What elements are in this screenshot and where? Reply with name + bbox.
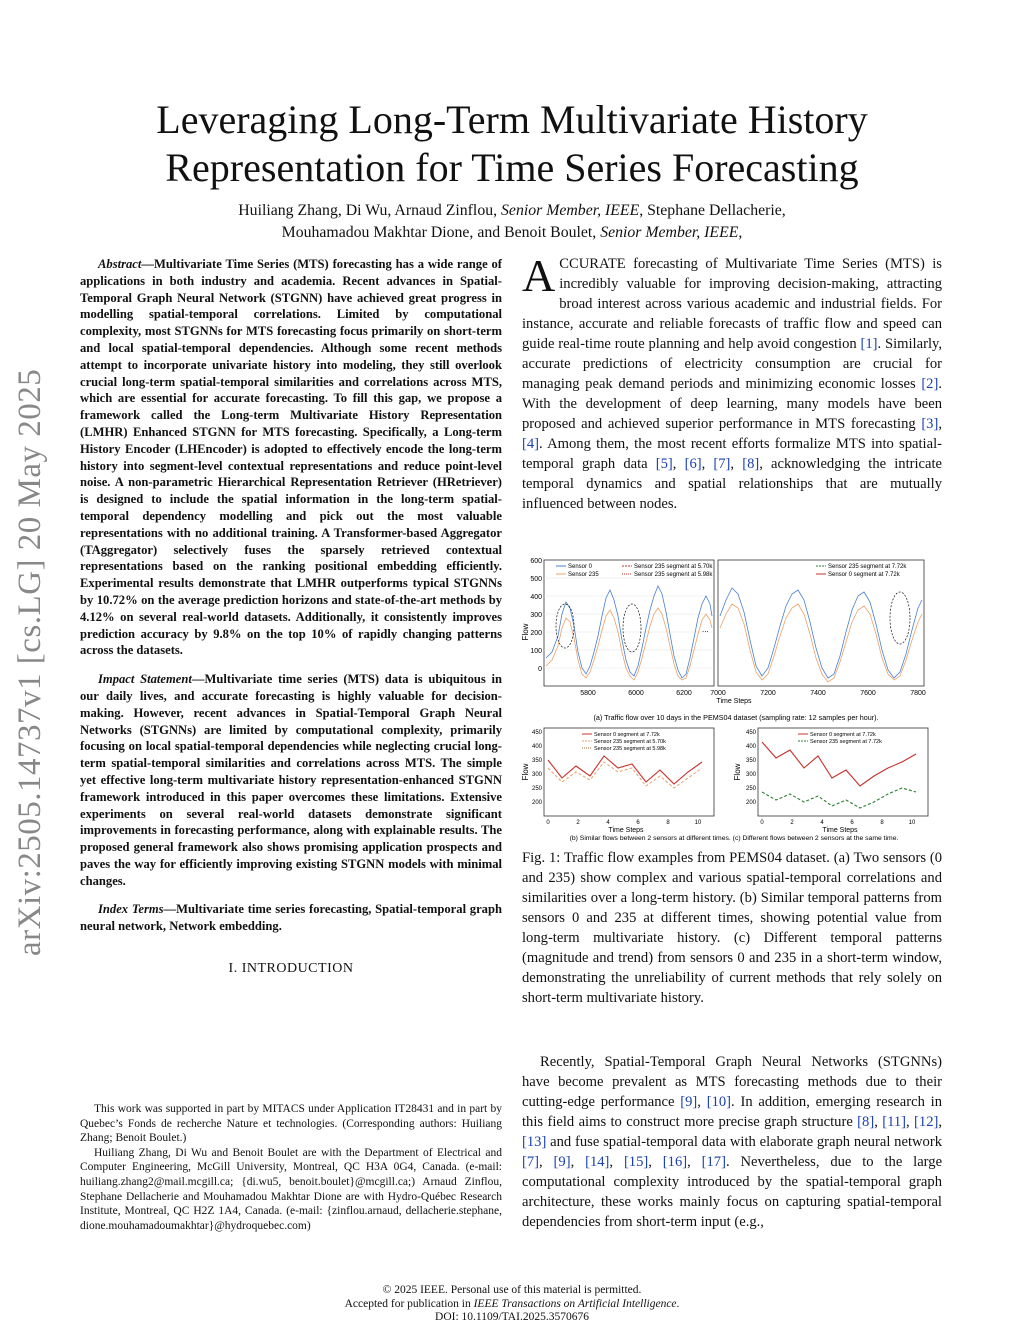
authors-line2: Mouhamadou Makhtar Dione, and Benoit Boulet, [281, 224, 601, 241]
svg-text:Sensor 235 segment at 7.72k: Sensor 235 segment at 7.72k [810, 739, 882, 745]
svg-text:6200: 6200 [676, 690, 692, 697]
panel-c [733, 728, 928, 834]
abstract-label: Abstract [98, 257, 142, 271]
legend-c [798, 732, 882, 745]
citation-link[interactable]: [10] [706, 1094, 732, 1110]
svg-text:Sensor 235 segment at 5.70k: Sensor 235 segment at 5.70k [634, 564, 713, 570]
authors-line1: Huiliang Zhang, Di Wu, Arnaud Zinflou, [238, 202, 502, 219]
citation-link[interactable]: [13] [522, 1134, 547, 1150]
svg-text:7800: 7800 [910, 690, 926, 697]
intro-paragraph-2: Recently, Spatial-Temporal Graph Neural Networks (STGNNs) have become prevalent as MTS forecasting methods due to their cutting-edge performance [9], [10]. In addition, emerging research in this field aims to construct more precise graph structure [8], [11], [12], [13] and fuse spatial-temporal data with elaborate graph neural network [7], [9], [14], [15], [16], [17]. Nevertheless, due to the large computational complexity introduced by the spatial-temporal graph architecture, these works mainly focus on capturing spatial-temporal dependencies from short-term input (e.g., [522, 1054, 943, 1230]
svg-text:Sensor 235 segment at 5.70k: Sensor 235 segment at 5.70k [594, 739, 666, 745]
panel-a-left [521, 558, 714, 697]
member-grade: Senior Member, IEEE [600, 224, 739, 241]
intro-paragraph-1: ACCURATE forecasting of Multivariate Time Series (MTS) is incredibly valuable for improving decision-making, attracting broad interest across various academic and industrial fields. For instance, accurate and reliable forecasts of traffic flow and speed can guide real-time route planning and help avoid congestion [1]. Similarly, accurate predictions of electricity consumption are crucial for managing peak demand periods and minimizing economic losses [2]. With the development of deep learning, many models have been proposed and achieved superior performance in MTS forecasting [3], [4]. Among them, the most recent efforts formalize MTS into spatial-temporal graph data [5], [6], [7], [8], acknowledging the intricate temporal dynamics and spatial relationships that are mutually influenced between nodes. [522, 250, 943, 512]
svg-text:10: 10 [694, 820, 702, 826]
abstract [80, 256, 502, 659]
author-list [100, 200, 924, 244]
y-axis-label-c: Flow [733, 763, 742, 781]
citation-link[interactable]: [6] [684, 456, 702, 472]
citation-link[interactable]: [4] [522, 436, 540, 452]
citation-link[interactable]: [2] [921, 376, 939, 392]
svg-text:7000: 7000 [710, 690, 726, 697]
svg-text:300: 300 [531, 772, 542, 778]
intro-text: CCURATE forecasting of Multivariate Time Series (MTS) is incredibly valuable for improving decision-making, attracting broad interest across various academic and industrial fields. For instance, accurate and reliable forecasts of traffic flow and speed can guide real-time route planning and help avoid congestion [522, 256, 942, 352]
y-axis-label-b: Flow [521, 763, 530, 781]
x-ticks-b [546, 820, 702, 826]
svg-text:8: 8 [880, 820, 884, 826]
svg-text:Sensor 0 segment at 7.72k: Sensor 0 segment at 7.72k [810, 732, 876, 738]
svg-text:2: 2 [576, 820, 580, 826]
svg-text:7600: 7600 [860, 690, 876, 697]
intro-text: , [938, 416, 942, 432]
x-axis-label-c: Time Steps [822, 827, 858, 834]
svg-text:Sensor 235 segment at 5.98k: Sensor 235 segment at 5.98k [594, 746, 666, 752]
ellipsis-mid: ... [702, 625, 709, 634]
citation-link[interactable]: [14] [585, 1154, 610, 1170]
svg-text:6: 6 [850, 820, 854, 826]
svg-text:7200: 7200 [760, 690, 776, 697]
svg-text:100: 100 [530, 648, 542, 655]
svg-text:Sensor 0 segment at 7.72k: Sensor 0 segment at 7.72k [828, 572, 900, 578]
y-ticks-b [532, 730, 543, 806]
x-ticks-c [760, 820, 916, 826]
x-ticks-a-right [710, 690, 926, 697]
citation-link[interactable]: [8] [742, 456, 760, 472]
index-terms [80, 901, 502, 935]
citation-link[interactable]: [3] [921, 416, 939, 432]
svg-text:0: 0 [546, 820, 550, 826]
citation-link[interactable]: [1] [860, 336, 878, 352]
citation-link[interactable]: [7] [713, 456, 731, 472]
svg-text:200: 200 [531, 800, 542, 806]
index-terms-label: Index Terms [98, 902, 164, 917]
svg-text:7400: 7400 [810, 690, 826, 697]
intro-text: . Similarly, accurate predictions of electricity consumption are crucial for managing peak demand periods and minimizing economic losses [522, 336, 942, 392]
svg-text:4: 4 [606, 820, 610, 826]
svg-text:6: 6 [636, 820, 640, 826]
member-grade: Senior Member, IEEE [501, 202, 640, 219]
footnote [80, 1102, 502, 1233]
left-column [80, 256, 502, 977]
y-axis-label: Flow [521, 623, 530, 641]
authors-line1-end: , Stephane Dellacherie, [639, 202, 786, 219]
impact-text: —Multivariate time series (MTS) data is ubiquitous in our daily lives, and accurate forecasting is highly valuable for decision-making. However, recent advances in Spatial-Temporal Graph Neural Networks (STGNNs) are limited by computational complexity, primarily focusing on local spatial-temporal dependencies while neglecting crucial long-term spatial-temporal similarities and correlations across MTS. The simple yet effective long-term multivariate history representation-enhanced STGNN framework introduced in this paper overcomes these limitations. Extensive experiments on several real-world datasets demonstrate significant improvements in forecasting performance, along with explainable results. The proposed general framework also shows promising application prospects and paves the way for efficiently improving existing STGNN models with minimal changes. [80, 672, 503, 888]
svg-text:500: 500 [530, 576, 542, 583]
svg-text:Sensor 0: Sensor 0 [568, 564, 593, 570]
x-axis-label: Time Steps [716, 698, 752, 705]
doi-line: DOI: 10.1109/TAI.2025.3570676 [435, 1311, 589, 1323]
index-terms-text: —Multivariate time series forecasting, Spatial-temporal graph neural network, Network embedding. [80, 902, 502, 934]
panel-b [521, 728, 714, 834]
svg-text:400: 400 [745, 744, 756, 750]
svg-text:450: 450 [745, 730, 756, 736]
svg-text:Sensor 235: Sensor 235 [568, 572, 599, 578]
footnote-funding: This work was supported in part by MITACS under Application IT28431 and in part by Quebec’s Fonds de recherche Nature et technologies. (Corresponding authors: Huiliang Zhang; Benoit Boulet.) [80, 1103, 502, 1145]
intro2-text: and fuse spatial-temporal data with elaborate graph neural network [546, 1134, 942, 1150]
citation-link[interactable]: [8] [857, 1114, 875, 1130]
panel-a-caption: (a) Traffic flow over 10 days in the PEMS04 dataset (sampling rate: 12 samples per hour). [593, 713, 879, 722]
svg-text:400: 400 [530, 594, 542, 601]
svg-text:4: 4 [820, 820, 824, 826]
citation-link[interactable]: [9] [553, 1154, 571, 1170]
citation-link[interactable]: [17] [701, 1154, 726, 1170]
abstract-text: —Multivariate Time Series (MTS) forecasting has a wide range of applications in both industry and academia. Recent advances in Spatial-Temporal Graph Neural Network (STGNN) have achieved great progress in modelling spatial-temporal correlations. Limited by computational complexity, most STGNNs for MTS forecasting focus primarily on short-term and local spatial-temporal dependencies. Although some recent methods attempt to incorporate univariate history into modeling, they still overlook crucial long-term spatial-temporal similarities and correlations across MTS, which are essential for accurate forecasting. To fill this gap, we propose a framework called the Long-term Multivariate History Representation (LMHR) Enhanced STGNN for MTS forecasting. Specifically, a Long-term History Encoder (LHEncoder) is adopted to effectively encode the long-term history into segment-level contextual representations and reduce point-level noise. A non-parametric Hierarchical Representation Retriever (HRetriever) is designed to include the spatial information in the long-term spatial-temporal dependency modelling and pick out the most valuable representations with no additional training. A Transformer-based Aggregator (TAggregator) selectively fuses the sparsely retrieved contextual representations based on the ranking positional embedding efficiently. Experimental results demonstrate that LMHR outperforms typical STGNNs by 10.72% on the average prediction horizons and state-of-the-art methods by 4.12% on several real-world datasets. Additionally, it consistently improves prediction accuracy by 9.8% on the top 10% of rapidly changing patterns across the datasets. [80, 257, 502, 658]
footnote-affiliations: Huiliang Zhang, Di Wu and Benoit Boulet are with the Department of Electrical and Computer Engineering, McGill University, Montreal, QC H3A 0G4, Canada. (e-mail: huiliang.zhang2@mail.mcgill.ca; {di.wu5, benoit.boulet}@mcgill.ca;) Arnaud Zinflou, Stephane Dellacherie and Mouhamadou Makhtar Dione are with Hydro-Québec Research Institute, Montreal, QC H2Z 1A4, Canada. (e-mail: {zinflou.arnaud, dellacherie.stephane, dione.mouhamadoumakhtar}@hydroquebec.com) [80, 1146, 502, 1232]
citation-link[interactable]: [12] [914, 1114, 939, 1130]
arxiv-side-label: arXiv:2505.14737v1 [cs.LG] 20 May 2025 [12, 368, 48, 956]
intro2-text: . Nevertheless, due to the large computational complexity introduced by the spatial-temporal graph architecture, these works mainly focus on capturing spatial-temporal dependencies from short-term input (e.g., [522, 1154, 943, 1230]
svg-text:10: 10 [908, 820, 916, 826]
intro2-text: Recently, Spatial-Temporal Graph Neural Networks (STGNNs) have become prevalent as MTS forecasting methods due to their cutting-edge performance [522, 1054, 942, 1110]
panel-a-right [710, 560, 926, 705]
svg-text:0: 0 [538, 666, 542, 673]
section-heading: I. INTRODUCTION [228, 961, 354, 977]
svg-text:0: 0 [760, 820, 764, 826]
citation-link[interactable]: [9] [680, 1094, 698, 1110]
legend-b [582, 732, 666, 752]
svg-text:300: 300 [745, 772, 756, 778]
x-axis-label-b: Time Steps [608, 827, 644, 834]
svg-text:Sensor 0 segment at 7.72k: Sensor 0 segment at 7.72k [594, 732, 660, 738]
impact-label: Impact Statement [98, 672, 192, 687]
copyright-line: © 2025 IEEE. Personal use of this material is permitted. [382, 1284, 642, 1296]
y-ticks-a [530, 558, 542, 673]
svg-text:Sensor 235 segment at 7.72k: Sensor 235 segment at 7.72k [828, 564, 907, 570]
journal-name: IEEE Transactions on Artificial Intelligence [473, 1297, 677, 1310]
citation-link[interactable]: [11] [882, 1114, 907, 1130]
accepted-line-end: . [676, 1297, 680, 1310]
svg-text:8: 8 [666, 820, 670, 826]
svg-text:Sensor 235 segment at 5.98k: Sensor 235 segment at 5.98k [634, 572, 713, 578]
accepted-line: Accepted for publication in [344, 1297, 474, 1310]
citation-link[interactable]: [15] [623, 1154, 649, 1170]
svg-text:250: 250 [745, 786, 756, 792]
svg-text:200: 200 [745, 800, 756, 806]
svg-text:6000: 6000 [628, 690, 644, 697]
x-ticks-a-left [580, 690, 692, 697]
svg-text:2: 2 [790, 820, 794, 826]
paper-title: Leveraging Long-Term Multivariate History Representation for Time Series Forecasting [156, 97, 868, 190]
svg-text:300: 300 [530, 612, 542, 619]
y-ticks-c [746, 730, 757, 806]
intro2-text: . In addition, emerging research in this field aims to construct more precise graph structure [522, 1094, 943, 1130]
citation-link[interactable]: [7] [522, 1154, 540, 1170]
svg-text:600: 600 [530, 558, 542, 565]
svg-text:400: 400 [531, 744, 542, 750]
intro-text: . Among them, the most recent efforts formalize MTS into spatial-temporal graph data [522, 436, 942, 472]
figure-caption: Fig. 1: Traffic flow examples from PEMS04 dataset. (a) Two sensors (0 and 235) show complex and various spatial-temporal correlations and similarities over a long-term history. (b) Similar temporal patterns from sensors 0 and 235 at different times, showing potential value from long-term multivariate history. (c) Different temporal patterns (magnitude and trend) from sensors 0 and 235 in a short-term window, demonstrating the unreliability of current methods that rely solely on short-term multivariate history. [522, 850, 942, 1006]
panel-bc-caption: (b) Similar flows between 2 sensors at different times. (c) Different flows between 2 sensors at the same time. [569, 835, 899, 842]
svg-text:350: 350 [531, 758, 542, 764]
svg-text:200: 200 [530, 630, 542, 637]
copyright-footer [0, 1284, 1024, 1325]
citation-link[interactable]: [16] [662, 1154, 688, 1170]
dropcap: A [522, 250, 556, 301]
svg-text:250: 250 [531, 786, 542, 792]
svg-text:350: 350 [745, 758, 756, 764]
svg-text:5800: 5800 [580, 690, 596, 697]
citation-link[interactable]: [5] [655, 456, 673, 472]
svg-text:450: 450 [531, 730, 542, 736]
intro-text: . With the development of deep learning, many models have been proposed and achieved superior performance in MTS forecasting [522, 376, 942, 432]
figure-1 [522, 556, 948, 842]
impact-statement [80, 671, 502, 889]
intro-text: , acknowledging the intricate temporal dynamics and spatial relationships that are mutually influenced between nodes. [522, 456, 943, 512]
authors-line2-end: , [738, 224, 743, 241]
